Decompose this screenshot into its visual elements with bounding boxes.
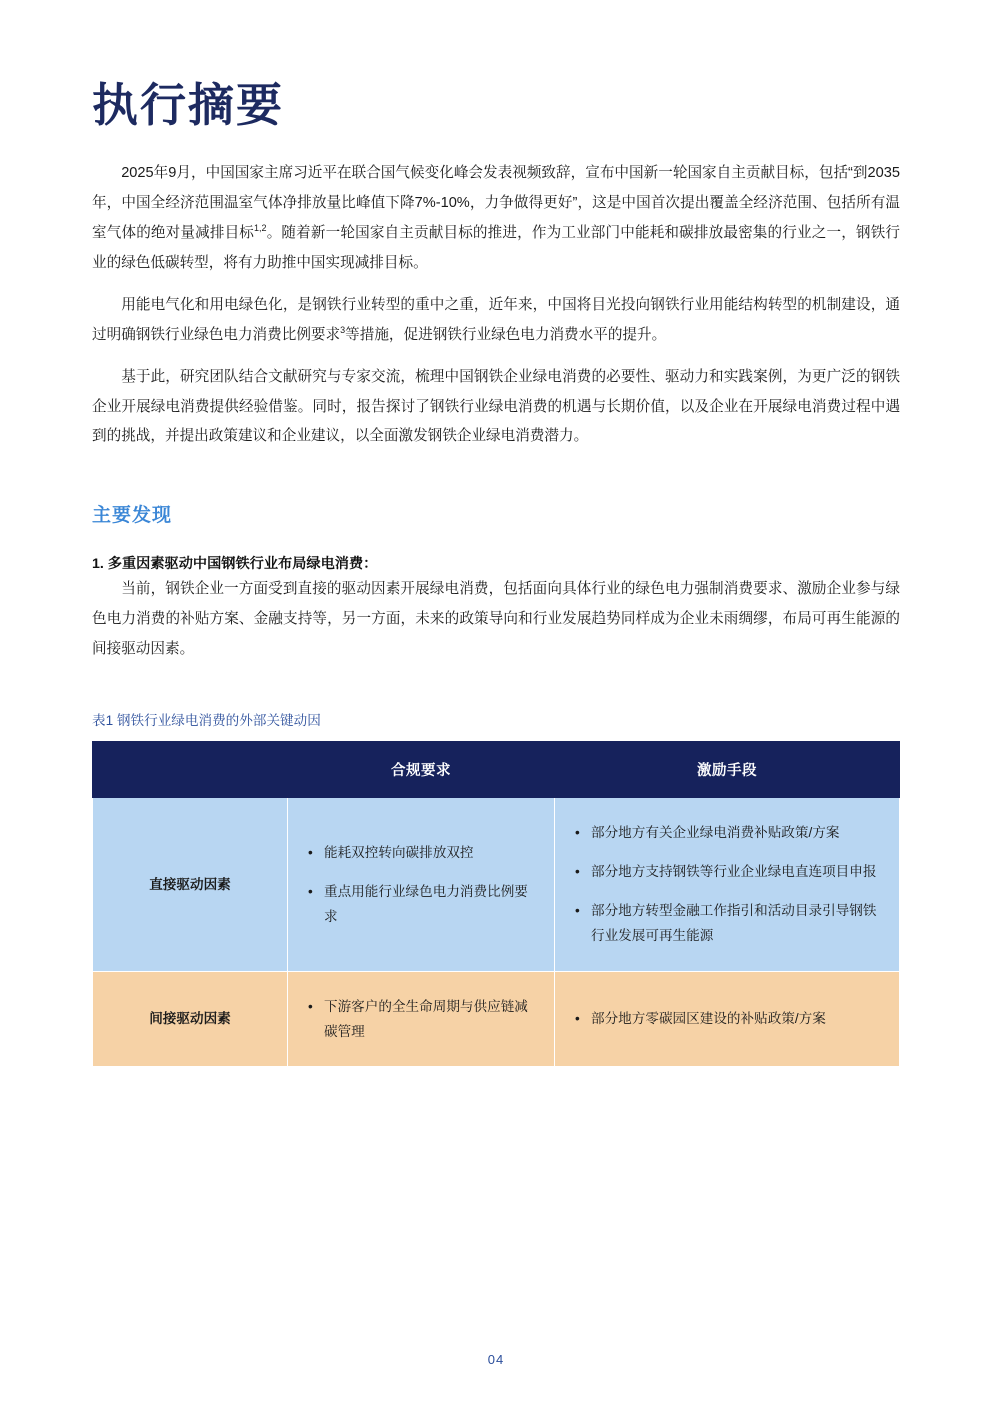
footnote-marker-1: 1,2 xyxy=(254,223,267,234)
section-heading-key-findings: 主要发现 xyxy=(92,505,173,527)
list-item: • 部分地方零碳园区建设的补贴政策/方案 xyxy=(575,1006,879,1031)
cell-list xyxy=(575,1006,879,1031)
row-label-direct: 直接驱动因素 xyxy=(93,798,288,972)
page-title: 执行摘要 xyxy=(92,79,284,131)
list-item: • 能耗双控转向碳排放双控 xyxy=(308,840,534,865)
intro-paragraph-1 xyxy=(92,159,900,279)
table-header-blank xyxy=(93,742,288,798)
list-item: • 部分地方支持钢铁等行业企业绿电直连项目申报 xyxy=(575,859,879,884)
list-item: • 部分地方有关企业绿电消费补贴政策/方案 xyxy=(575,820,879,845)
cell-list xyxy=(308,994,534,1044)
drivers-table xyxy=(92,741,900,1067)
drivers-table-body xyxy=(93,798,900,1067)
list-item: • 下游客户的全生命周期与供应链减碳管理 xyxy=(308,994,534,1044)
page-number: 04 xyxy=(487,1352,505,1367)
footnote-marker-2: 3 xyxy=(340,324,346,335)
cell-indirect-compliance xyxy=(288,971,555,1066)
drivers-table-head xyxy=(93,742,900,798)
finding-1-body: 当前，钢铁企业一方面受到直接的驱动因素开展绿电消费，包括面向具体行业的绿色电力强制消费要求、激励企业参与绿色电力消费的补贴方案、金融支持等，另一方面，未来的政策导向和行业发展趋势同样成为企业未雨绸缪，布局可再生能源的间接驱动因素。 xyxy=(92,581,900,658)
intro-paragraph-2 xyxy=(92,291,900,351)
table-header-incentives: 激励手段 xyxy=(555,742,900,798)
table-row xyxy=(93,971,900,1066)
intro-paragraph-1-tail: 。随着新一轮国家自主贡献目标的推进，作为工业部门中能耗和碳排放最密集的行业之一，钢铁行业的绿色低碳转型，将有力助推中国实现减排目标。 xyxy=(92,225,900,271)
intro-paragraph-1-text: 2025年9月，中国国家主席习近平在联合国气候变化峰会发表视频致辞，宣布中国新一轮国家自主贡献目标，包括“到2035年，中国全经济范围温室气体净排放量比峰值下降7%-10%，力争做得更好”，这是中国首次提出覆盖全经济范围、包括所有温室气体的绝对量减排目标 xyxy=(92,165,900,241)
table-header-compliance: 合规要求 xyxy=(288,742,555,798)
list-item: • 部分地方转型金融工作指引和活动目录引导钢铁行业发展可再生能源 xyxy=(575,898,879,948)
cell-direct-compliance xyxy=(288,798,555,972)
finding-1-title: 1. 多重因素驱动中国钢铁行业布局绿电消费： xyxy=(92,556,378,573)
list-item: • 重点用能行业绿色电力消费比例要求 xyxy=(308,879,534,929)
cell-list xyxy=(575,820,879,949)
table-header-row xyxy=(93,742,900,798)
cell-indirect-incentives xyxy=(555,971,900,1066)
intro-paragraph-3: 基于此，研究团队结合文献研究与专家交流，梳理中国钢铁企业绿电消费的必要性、驱动力和实践案例，为更广泛的钢铁企业开展绿电消费提供经验借鉴。同时，报告探讨了钢铁行业绿电消费的机遇与长期价值，以及企业在开展绿电消费过程中遇到的挑战，并提出政策建议和企业建议，以全面激发钢铁企业绿电消费潜力。 xyxy=(92,368,900,445)
intro-paragraph-2-tail: 等措施，促进钢铁行业绿色电力消费水平的提升。 xyxy=(345,326,667,343)
intro-paragraph-2-text: 用能电气化和用电绿色化，是钢铁行业转型的重中之重，近年来，中国将目光投向钢铁行业用能结构转型的机制建设，通过明确钢铁行业绿色电力消费比例要求 xyxy=(92,296,900,343)
cell-list xyxy=(308,840,534,929)
table-caption: 表1 钢铁行业绿电消费的外部关键动因 xyxy=(92,713,321,729)
cell-direct-incentives xyxy=(555,798,900,972)
table-row xyxy=(93,798,900,972)
row-label-indirect: 间接驱动因素 xyxy=(93,971,288,1066)
